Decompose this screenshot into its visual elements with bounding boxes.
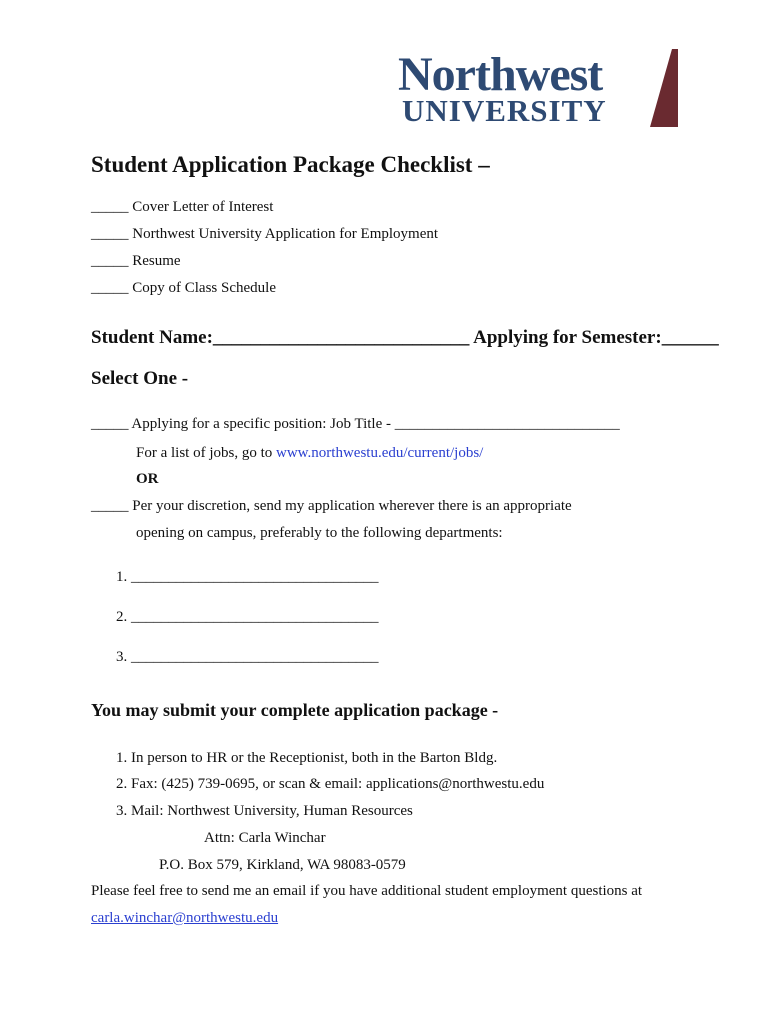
closing-text: Please feel free to send me an email if you have additional student employment questions at <box>91 883 643 899</box>
department-field-1[interactable]: 1. _________________________________ <box>116 569 379 585</box>
select-one-heading: Select One - <box>91 368 189 389</box>
mail-attn: Attn: Carla Winchar <box>204 830 326 846</box>
student-info-line <box>91 327 719 349</box>
option-discretion-line-1: _____ Per your discretion, send my application wherever there is an appropriate <box>91 498 572 514</box>
semester-label: Applying for Semester: <box>473 327 662 348</box>
option-discretion-line-2: opening on campus, preferably to the following departments: <box>136 525 503 541</box>
semester-field[interactable]: ______ <box>661 327 719 348</box>
department-field-2[interactable]: 2. _________________________________ <box>116 609 379 625</box>
or-label: OR <box>136 471 159 487</box>
jobs-link[interactable]: www.northwestu.edu/current/jobs/ <box>276 445 484 461</box>
submit-item-mail: 3. Mail: Northwest University, Human Resources <box>116 803 413 819</box>
checklist-item-cover-letter: _____ Cover Letter of Interest <box>91 199 274 215</box>
student-name-field[interactable]: ___________________________ <box>212 327 470 348</box>
northwest-university-logo <box>396 47 682 131</box>
jobs-list-prefix: For a list of jobs, go to <box>136 445 277 461</box>
logo-swoosh-icon <box>650 47 680 129</box>
student-name-label: Student Name: <box>91 327 213 348</box>
department-field-3[interactable]: 3. _________________________________ <box>116 649 379 665</box>
logo-line-2: UNIVERSITY <box>402 93 607 128</box>
mail-address: P.O. Box 579, Kirkland, WA 98083-0579 <box>159 857 406 873</box>
option-specific-position: _____ Applying for a specific position: Job Title - ______________________________ <box>91 416 620 432</box>
submit-item-in-person: 1. In person to HR or the Receptionist, both in the Barton Bldg. <box>116 750 498 766</box>
checklist-item-application: _____ Northwest University Application for Employment <box>91 226 439 242</box>
checklist-item-class-schedule: _____ Copy of Class Schedule <box>91 280 276 296</box>
page-title: Student Application Package Checklist – <box>91 152 490 177</box>
contact-email-link[interactable]: carla.winchar@northwestu.edu <box>91 910 279 926</box>
logo-line-1: Northwest <box>398 48 603 101</box>
checklist-item-resume: _____ Resume <box>91 253 181 269</box>
submit-item-fax-email: 2. Fax: (425) 739-0695, or scan & email: applications@northwestu.edu <box>116 776 545 792</box>
submit-heading: You may submit your complete application package - <box>91 700 499 720</box>
jobs-list-line <box>136 445 483 462</box>
